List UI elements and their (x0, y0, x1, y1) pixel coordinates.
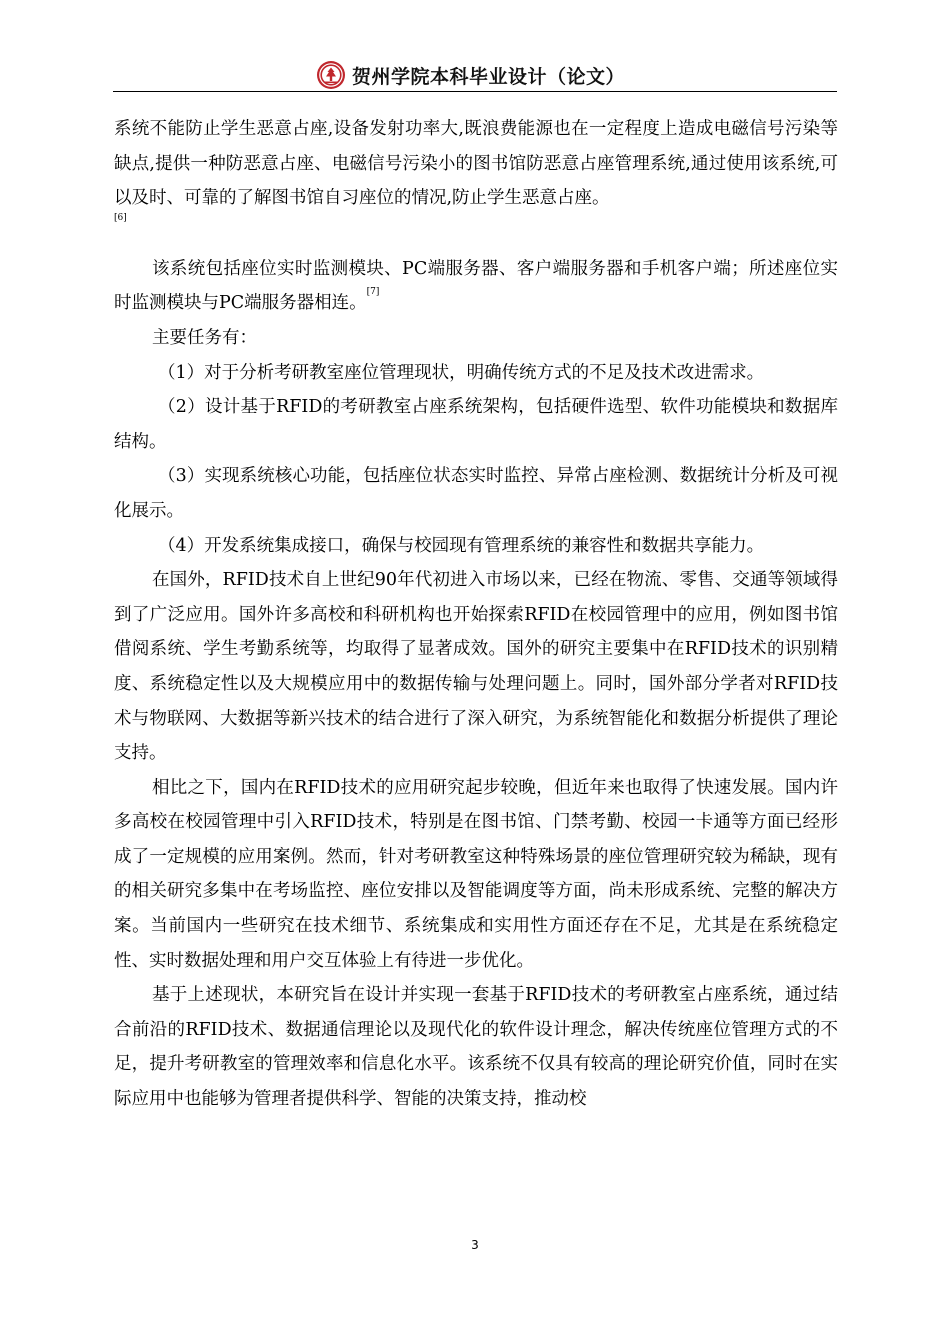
header-divider (113, 91, 837, 92)
paragraph-gap (114, 244, 838, 252)
task-item (114, 529, 838, 564)
paragraph-system-description (114, 252, 838, 321)
task-item (114, 356, 838, 391)
paragraph-text: （4）开发系统集成接口，确保与校园现有管理系统的兼容性和数据共享能力。 (158, 535, 765, 556)
paragraph-continuation (114, 112, 838, 216)
citation-line (114, 212, 838, 244)
header-title-group (316, 60, 625, 90)
paragraph-research-aim (114, 978, 838, 1116)
page-header (0, 56, 950, 92)
task-item (114, 390, 838, 459)
paragraph-text: 在国外，RFID技术自上世纪90年代初进入市场以来，已经在物流、零售、交通等领域得到了广泛应用。国外许多高校和科研机构也开始探索RFID在校园管理中的应用，例如图书馆借阅系统、学生考勤系统等，均取得了显著成效。国外的研究主要集中在RFID技术的识别精度、系统稳定性以及大规模应用中的数据传输与处理问题上。同时，国外部分学者对RFID技术与物联网、大数据等新兴技术的结合进行了深入研究，为系统智能化和数据分析提供了理论支持。 (114, 570, 838, 764)
paragraph-domestic-research (114, 771, 838, 979)
paragraph-text: 主要任务有： (152, 327, 257, 348)
paragraph-text: 基于上述现状，本研究旨在设计并实现一套基于RFID技术的考研教室占座系统，通过结合前沿的RFID技术、数据通信理论以及现代化的软件设计理念，解决传统座位管理方式的不足，提升考研教室的管理效率和信息化水平。该系统不仅具有较高的理论研究价值，同时在实际应用中也能够为管理者提供科学、智能的决策支持，推动校 (114, 985, 838, 1110)
paragraph-tasks-heading (114, 321, 838, 356)
task-item (114, 459, 838, 528)
paragraph-text: 该系统包括座位实时监测模块、PC端服务器、客户端服务器和手机客户端；所述座位实时监测模块与PC端服务器相连。 (114, 258, 838, 314)
paragraph-text: 相比之下，国内在RFID技术的应用研究起步较晚，但近年来也取得了快速发展。国内许多高校在校园管理中引入RFID技术，特别是在图书馆、门禁考勤、校园一卡通等方面已经形成了一定规模的应用案例。然而，针对考研教室这种特殊场景的座位管理研究较为稀缺，现有的相关研究多集中在考场监控、座位安排以及智能调度等方面，尚未形成系统、完整的解决方案。当前国内一些研究在技术细节、系统集成和实用性方面还存在不足，尤其是在系统稳定性、实时数据处理和用户交互体验上有待进一步优化。 (114, 777, 838, 971)
citation-ref: [7] (366, 287, 380, 298)
paragraph-text: （2）设计基于RFID的考研教室占座系统架构，包括硬件选型、软件功能模块和数据库结构。 (114, 397, 838, 452)
document-body (114, 112, 838, 1117)
paragraph-foreign-research (114, 563, 838, 771)
paragraph-text: （1）对于分析考研教室座位管理现状，明确传统方式的不足及技术改进需求。 (158, 362, 765, 383)
citation-ref: [6] (114, 212, 127, 223)
page-number: 3 (471, 1238, 479, 1252)
paragraph-text: （3）实现系统核心功能，包括座位状态实时监控、异常占座检测、数据统计分析及可视化展示。 (114, 466, 838, 521)
university-seal-icon (316, 60, 346, 90)
paragraph-text: 系统不能防止学生恶意占座,设备发射功率大,既浪费能源也在一定程度上造成电磁信号污染等缺点,提供一种防恶意占座、电磁信号污染小的图书馆防恶意占座管理系统,通过使用该系统,可以及时、可靠的了解图书馆自习座位的情况,防止学生恶意占座。 (114, 119, 838, 209)
header-title: 贺州学院本科毕业设计（论文） (352, 65, 626, 88)
